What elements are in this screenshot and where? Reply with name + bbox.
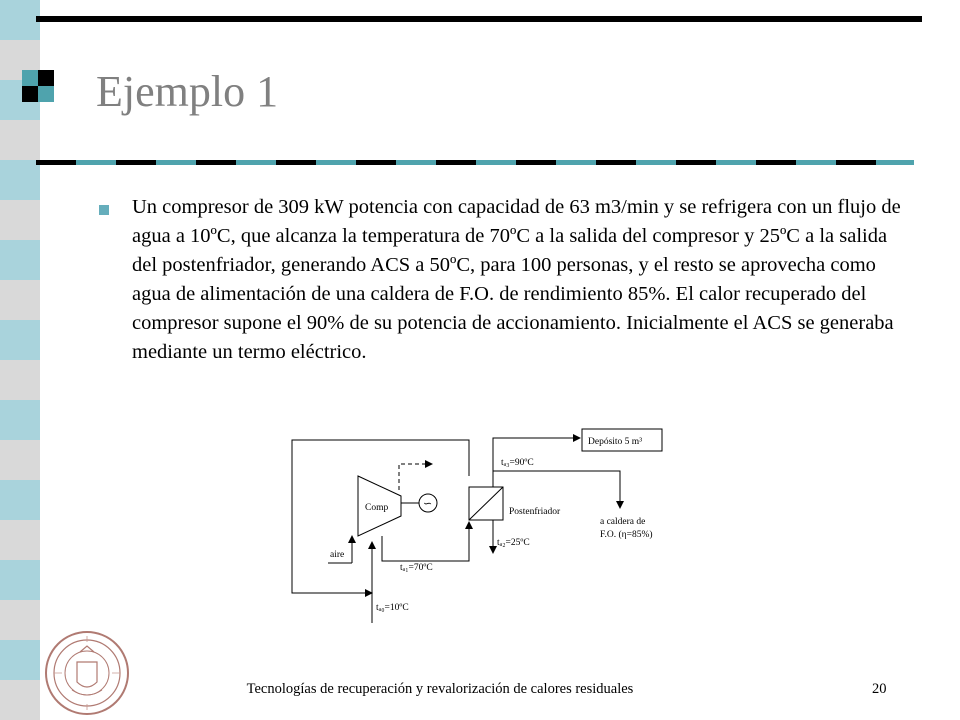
strip-block [0, 280, 40, 320]
rule-segment [556, 160, 596, 165]
strip-block [0, 560, 40, 600]
rule-segment [596, 160, 636, 165]
strip-block [0, 200, 40, 240]
strip-block [0, 480, 40, 520]
caldera-branch-line [493, 471, 620, 508]
deposito-label: Depósito 5 m³ [588, 437, 643, 447]
university-seal-logo [44, 630, 130, 716]
generator-symbol: ∽ [423, 498, 433, 510]
strip-block [0, 400, 40, 440]
rule-segment [156, 160, 196, 165]
rule-segment [676, 160, 716, 165]
title-dashed-rule [36, 160, 914, 165]
caldera-label-line1: a caldera de [600, 517, 646, 527]
process-diagram [280, 420, 680, 630]
strip-block [0, 680, 40, 720]
rule-segment [316, 160, 356, 165]
strip-block [0, 520, 40, 560]
strip-block [0, 640, 40, 680]
compressor-water-out [382, 522, 469, 561]
temp-10-label: tₐ₀=10ºC [376, 603, 409, 613]
rule-segment [836, 160, 876, 165]
rule-segment [196, 160, 236, 165]
temp-70-label: tₐ₁=70ºC [400, 563, 433, 573]
slide-title: Ejemplo 1 [96, 67, 279, 116]
rule-segment [516, 160, 556, 165]
rule-segment [356, 160, 396, 165]
rule-segment [716, 160, 756, 165]
title-bullet-squares-icon [22, 70, 56, 104]
strip-block [0, 160, 40, 200]
bullet-square-icon [99, 205, 109, 215]
strip-block [0, 440, 40, 480]
comp-label: Comp [365, 503, 389, 513]
strip-block [0, 320, 40, 360]
top-rule [36, 16, 922, 22]
temp-90-label: tₐ₃=90ºC [501, 458, 534, 468]
left-decorative-strip [0, 0, 40, 720]
rule-segment [236, 160, 276, 165]
strip-block [0, 0, 40, 40]
rule-segment [476, 160, 516, 165]
rule-segment [796, 160, 836, 165]
rule-segment [36, 160, 76, 165]
page-number: 20 [872, 681, 887, 697]
dashed-power-line [399, 464, 432, 490]
rule-segment [636, 160, 676, 165]
strip-block [0, 600, 40, 640]
rule-segment [436, 160, 476, 165]
aire-label: aire [330, 550, 345, 560]
strip-block [0, 360, 40, 400]
rule-segment [76, 160, 116, 165]
caldera-label-line2: F.O. (η=85%) [600, 530, 653, 540]
temp-25-label: tₐ₂=25ºC [497, 538, 530, 548]
rule-segment [396, 160, 436, 165]
slide-body-text: Un compresor de 309 kW potencia con capacidad de 63 m3/min y se refrigera con un flujo de agua a 10ºC, que alcanza la temperatura de 70ºC a la salida del compresor y 25ºC a la salida del postenfriador, generando ACS a 50ºC, para 100 personas, y el resto se aprovecha como agua de alimentación de una caldera de F.O. de rendimiento 85%. El calor recuperado del compresor supone el 90% de su potencia de accionamiento. Inicialmente el ACS se generaba mediante un termo eléctrico. [132, 196, 901, 363]
postenfriador-label: Postenfriador [509, 507, 561, 517]
strip-block [0, 240, 40, 280]
rule-segment [116, 160, 156, 165]
rule-segment [276, 160, 316, 165]
rule-segment [756, 160, 796, 165]
rule-segment [876, 160, 914, 165]
footer-title: Tecnologías de recuperación y revalorización de calores residuales [246, 681, 634, 697]
strip-block [0, 120, 40, 160]
